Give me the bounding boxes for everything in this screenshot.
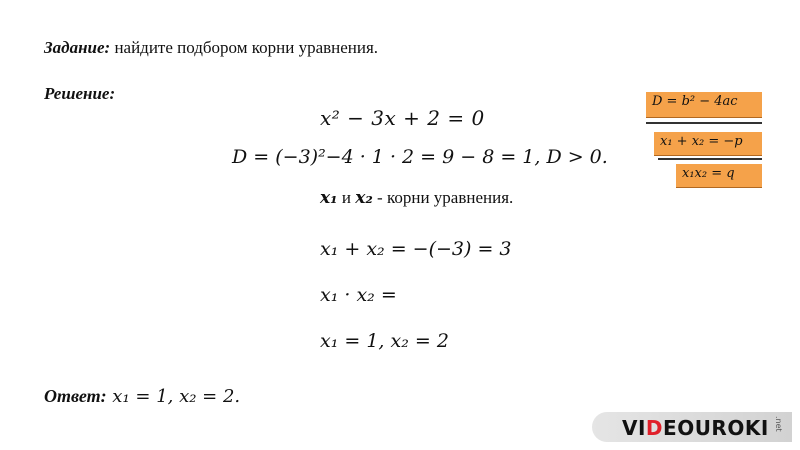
task-line	[44, 38, 378, 58]
vieta-sum: x₁ + x₂ = −(−3) = 3	[320, 238, 512, 260]
answer-line	[44, 386, 240, 407]
formula-card	[646, 92, 762, 192]
formula-product: x₁x₂ = q	[676, 164, 762, 188]
logo-part1: VI	[622, 416, 646, 440]
videouroki-logo	[592, 412, 792, 442]
logo-text	[622, 416, 769, 440]
vieta-product: x₁ · x₂ =	[320, 284, 397, 306]
formula-sum: x₁ + x₂ = −p	[654, 132, 762, 156]
logo-part3: EOUROKI	[663, 416, 769, 440]
logo-part2: D	[645, 416, 664, 440]
solution-label: Решение:	[44, 84, 116, 103]
task-label: Задание:	[44, 38, 111, 57]
roots-note-and: и	[337, 188, 356, 207]
formula-divider-2	[658, 158, 762, 160]
roots-note	[320, 188, 513, 208]
task-text: найдите подбором корни уравнения.	[110, 38, 379, 57]
answer-text: x₁ = 1, x₂ = 2.	[106, 386, 241, 407]
formula-divider-1	[646, 122, 762, 124]
main-equation: x² − 3x + 2 = 0	[320, 106, 485, 130]
formula-discriminant: D = b² − 4ac	[646, 92, 762, 118]
answer-label: Ответ:	[44, 386, 107, 406]
solution-line	[44, 84, 115, 104]
discriminant-equation: D = (−3)²−4 · 1 · 2 = 9 − 8 = 1, D > 0.	[232, 146, 608, 168]
roots-note-x1: x₁	[320, 188, 338, 208]
roots-note-text: - корни уравнения.	[372, 188, 514, 207]
roots-values: x₁ = 1, x₂ = 2	[320, 330, 449, 352]
logo-suffix: .net	[774, 416, 783, 432]
roots-note-x2: x₂	[355, 188, 373, 208]
